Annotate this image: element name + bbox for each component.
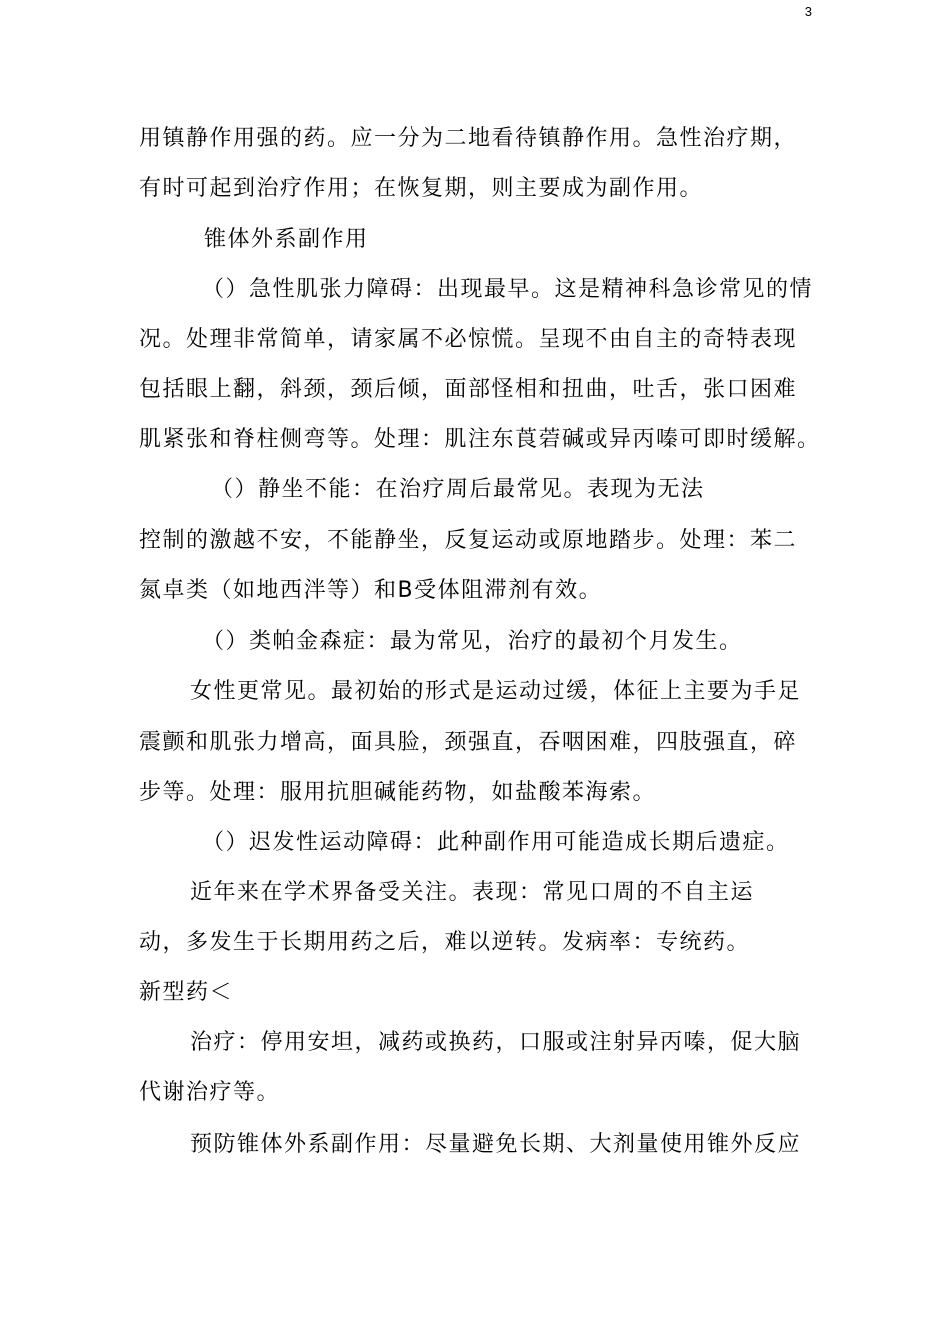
text-line: 新型药＜ — [139, 980, 234, 1005]
text-line: 控制的激越不安，不能静坐，反复运动或原地踏步。处理：苯二 — [139, 528, 798, 553]
text-line: 包括眼上翻，斜颈，颈后倾，面部怪相和扭曲，吐舌，张口困难 — [139, 377, 798, 402]
page-number: 3 — [804, 4, 812, 19]
text-line: 动，多发生于长期用药之后，难以逆转。发病率：专统药。 — [139, 930, 751, 955]
text-line: 代谢治疗等。 — [139, 1080, 281, 1105]
text-line: 女性更常见。最初始的形式是运动过缓，体征上主要为手足 — [190, 679, 802, 704]
text-line: 用镇静作用强的药。应一分为二地看待镇静作用。急性治疗期， — [139, 126, 798, 151]
text-line: 预防锥体外系副作用：尽量避免长期、大剂量使用锥外反应 — [190, 1132, 802, 1157]
text-line: 近年来在学术界备受关注。表现：常见口周的不自主运 — [190, 880, 755, 905]
text-line: （）静坐不能：在治疗周后最常见。表现为无法 — [211, 477, 705, 502]
text-line: 步等。处理：服用抗胆碱能药物，如盐酸苯海索。 — [139, 780, 657, 805]
section-heading: 锥体外系副作用 — [204, 227, 369, 252]
text-line: （）迟发性运动障碍：此种副作用可能造成长期后遗症。 — [202, 830, 790, 855]
text-line: 有时可起到治疗作用；在恢复期，则主要成为副作用。 — [139, 176, 704, 201]
text-line: （）类帕金森症：最为常见，治疗的最初个月发生。 — [202, 629, 743, 654]
text-line: （）急性肌张力障碍：出现最早。这是精神科急诊常见的情 — [202, 277, 814, 302]
text-line: 肌紧张和脊柱侧弯等。处理：肌注东莨菪碱或异丙嗪可即时缓解。 — [139, 427, 821, 452]
text-line: 震颤和肌张力增高，面具脸，颈强直，吞咽困难，四肢强直，碎 — [139, 730, 798, 755]
text-line: 况。处理非常简单，请家属不必惊慌。呈现不由自主的奇特表现 — [139, 327, 798, 352]
text-line: 治疗：停用安坦，减药或换药，口服或注射异丙嗪，促大脑 — [190, 1030, 802, 1055]
text-line: 氮卓类（如地西泮等）和Β受体阻滞剂有效。 — [139, 578, 603, 603]
